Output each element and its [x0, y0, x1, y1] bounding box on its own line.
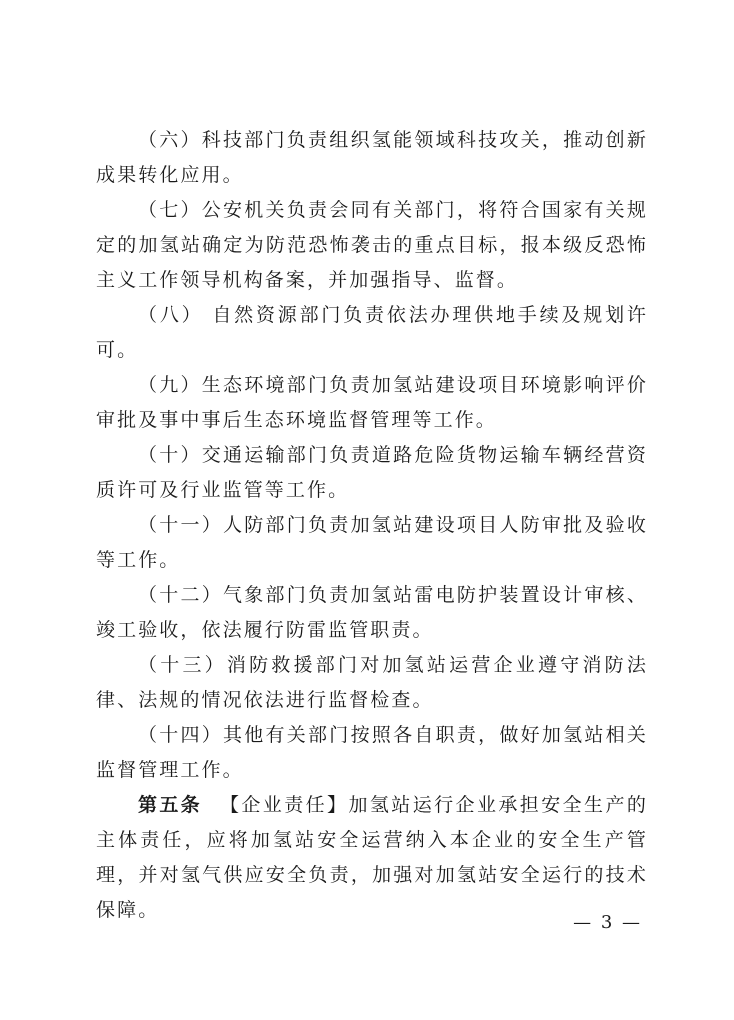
page-number: — 3 — [573, 912, 642, 933]
clause-item-6: （六）科技部门负责组织氢能领域科技攻关，推动创新成果转化应用。 [96, 129, 648, 186]
document-body [96, 123, 648, 928]
clause-item-8: （八） 自然资源部门负责依法办理供地手续及规划许可。 [96, 304, 648, 361]
clause-item-10: （十）交通运输部门负责道路危险货物运输车辆经营资质许可及行业监管等工作。 [96, 444, 648, 501]
article-5-number: 第五条 [138, 794, 202, 816]
article-5 [96, 788, 648, 928]
clause-item-12: （十二）气象部门负责加氢站雷电防护装置设计审核、竣工验收，依法履行防雷监管职责。 [96, 584, 648, 641]
article-5-text: 【企业责任】加氢站运行企业承担安全生产的主体责任，应将加氢站安全运营纳入本企业的安全生产管理，并对氢气供应安全负责，加强对加氢站安全运行的技术保障。 [96, 794, 648, 921]
clause-item-9: （九）生态环境部门负责加氢站建设项目环境影响评价审批及事中事后生态环境监督管理等工作。 [96, 374, 648, 431]
clause-item-7: （七）公安机关负责会同有关部门，将符合国家有关规定的加氢站确定为防范恐怖袭击的重点目标，报本级反恐怖主义工作领导机构备案，并加强指导、监督。 [96, 199, 648, 291]
clause-item-14: （十四）其他有关部门按照各自职责，做好加氢站相关监督管理工作。 [96, 724, 648, 781]
clause-item-11: （十一）人防部门负责加氢站建设项目人防审批及验收等工作。 [96, 514, 648, 571]
clause-item-13: （十三）消防救援部门对加氢站运营企业遵守消防法律、法规的情况依法进行监督检查。 [96, 654, 648, 711]
